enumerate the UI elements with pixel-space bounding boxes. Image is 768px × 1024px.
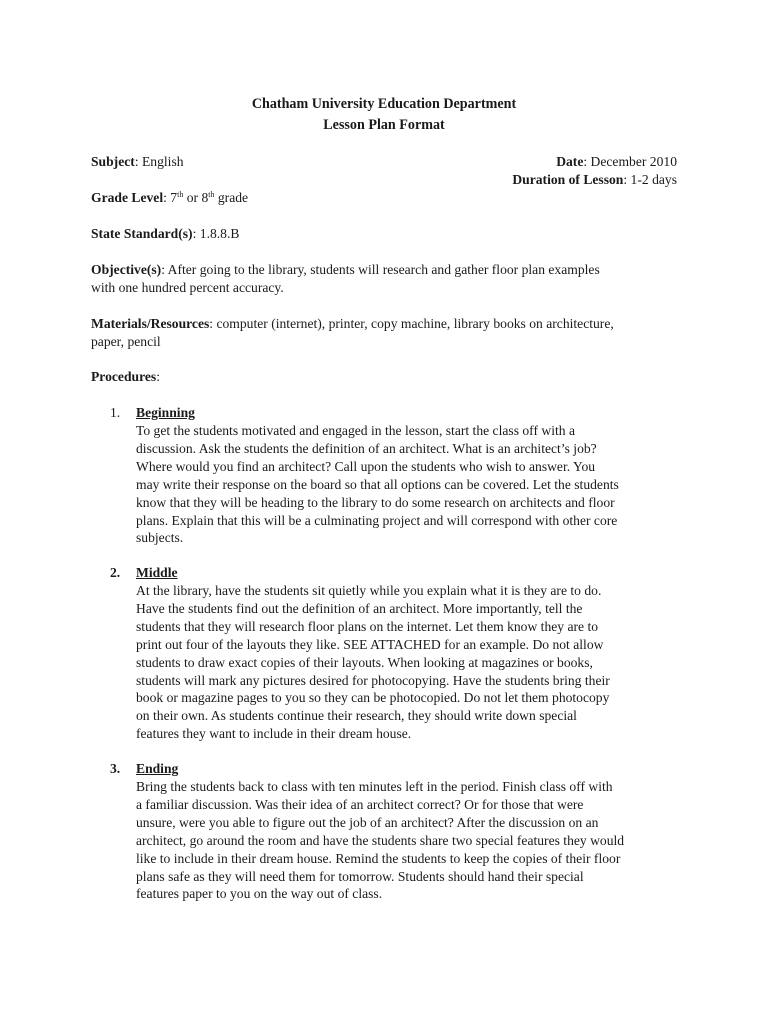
objective-line-1 (91, 261, 600, 279)
materials-label: Materials/Resources (91, 316, 210, 331)
procedure-line: discussion. Ask the students the definition of an architect. What is an architect’s job? (136, 440, 597, 456)
procedure-line: students will mark any pictures desired for photocopying. Have the students bring their (136, 672, 610, 688)
format-title: Lesson Plan Format (323, 117, 445, 133)
materials-line-1 (91, 315, 614, 333)
procedures-colon: : (156, 369, 160, 384)
procedure-line: book or magazine pages to you so they can be photocopied. Do not let them photocopy (136, 690, 610, 706)
subject-line (91, 153, 184, 171)
grade-sup-1: th (177, 190, 184, 199)
institution-title: Chatham University Education Department (251, 96, 517, 112)
procedure-line: features they want to include in their dream house. (136, 726, 412, 742)
grade-mid: or 8 (183, 190, 209, 205)
duration-value: : 1-2 days (623, 172, 677, 187)
duration-label: Duration of Lesson (512, 172, 624, 187)
date-line (556, 153, 677, 171)
procedure-line: students to draw exact copies of their layouts. When looking at magazines or books, (136, 654, 593, 670)
procedure-line: features paper to you on the way out of class. (136, 886, 383, 902)
procedure-heading: Middle (136, 565, 178, 580)
date-label: Date (556, 154, 584, 169)
procedure-line: like to include in their dream house. Remind the students to keep the copies of their floor (136, 850, 621, 866)
date-value: : December 2010 (583, 154, 677, 169)
materials-line-2: paper, pencil (91, 334, 161, 349)
grade-sup-2: th (208, 190, 215, 199)
grade-suffix: grade (214, 190, 249, 205)
procedure-line: plans. Explain that this will be a culminating project and will correspond with other core (136, 512, 618, 528)
grade-prefix: : 7 (163, 190, 178, 205)
procedure-line: At the library, have the students sit quietly while you explain what it is they are to do. (136, 583, 602, 598)
procedure-line: Where would you find an architect? Call upon the students who wish to answer. You (136, 458, 596, 474)
grade-line (91, 189, 248, 207)
procedure-line: plans safe as they will need them for tomorrow. Students should hand their special (136, 868, 584, 884)
procedure-heading: Ending (136, 761, 179, 776)
standard-label: State Standard(s) (91, 226, 193, 241)
procedure-line: know that they will be heading to the library to do some research on architects and floor (136, 494, 615, 510)
procedure-number: 2. (110, 565, 121, 580)
procedure-line: may write their response on the board so that all options can be covered. Let the students (136, 476, 619, 492)
procedures-label: Procedures (91, 369, 157, 384)
procedure-line: students that they will research floor plans on the internet. Let them know they are to (136, 618, 599, 634)
procedure-line: To get the students motivated and engaged in the lesson, start the class off with a (136, 423, 575, 438)
procedure-line: Bring the students back to class with ten minutes left in the period. Finish class off with (136, 779, 613, 794)
grade-label: Grade Level (91, 190, 164, 205)
procedure-line: subjects. (136, 530, 184, 546)
procedure-line: Have the students find out the definition of an architect. More importantly, tell the (136, 600, 583, 616)
objective-label: Objective(s) (91, 262, 162, 277)
objective-line-2: with one hundred percent accuracy. (91, 280, 284, 295)
procedure-body (136, 422, 681, 547)
procedure-line: architect, go around the room and have the students share two special features they would (136, 832, 625, 848)
procedure-line: a familiar discussion. Was their idea of an architect correct? Or for those that were (136, 796, 584, 812)
procedure-number: 1. (110, 405, 121, 420)
procedure-line: on their own. As students continue their research, they should write down special (136, 708, 577, 724)
objective-text-1: : After going to the library, students will research and gather floor plan examples (161, 262, 600, 277)
standard-value: : 1.8.8.B (192, 226, 240, 241)
procedure-body (136, 582, 681, 743)
procedure-number: 3. (110, 761, 121, 776)
subject-label: Subject (91, 154, 135, 169)
materials-text-1: : computer (internet), printer, copy machine, library books on architecture, (209, 316, 614, 331)
procedure-body (136, 778, 681, 903)
standard-line (91, 225, 239, 243)
duration-line (512, 171, 677, 189)
procedure-line: print out four of the layouts they like. SEE ATTACHED for an example. Do not allow (136, 636, 604, 652)
procedures-heading (91, 368, 160, 386)
procedure-heading: Beginning (136, 405, 195, 420)
subject-value: : English (134, 154, 184, 169)
procedure-line: unsure, were you able to figure out the job of an architect? After the discussion on an (136, 814, 599, 830)
